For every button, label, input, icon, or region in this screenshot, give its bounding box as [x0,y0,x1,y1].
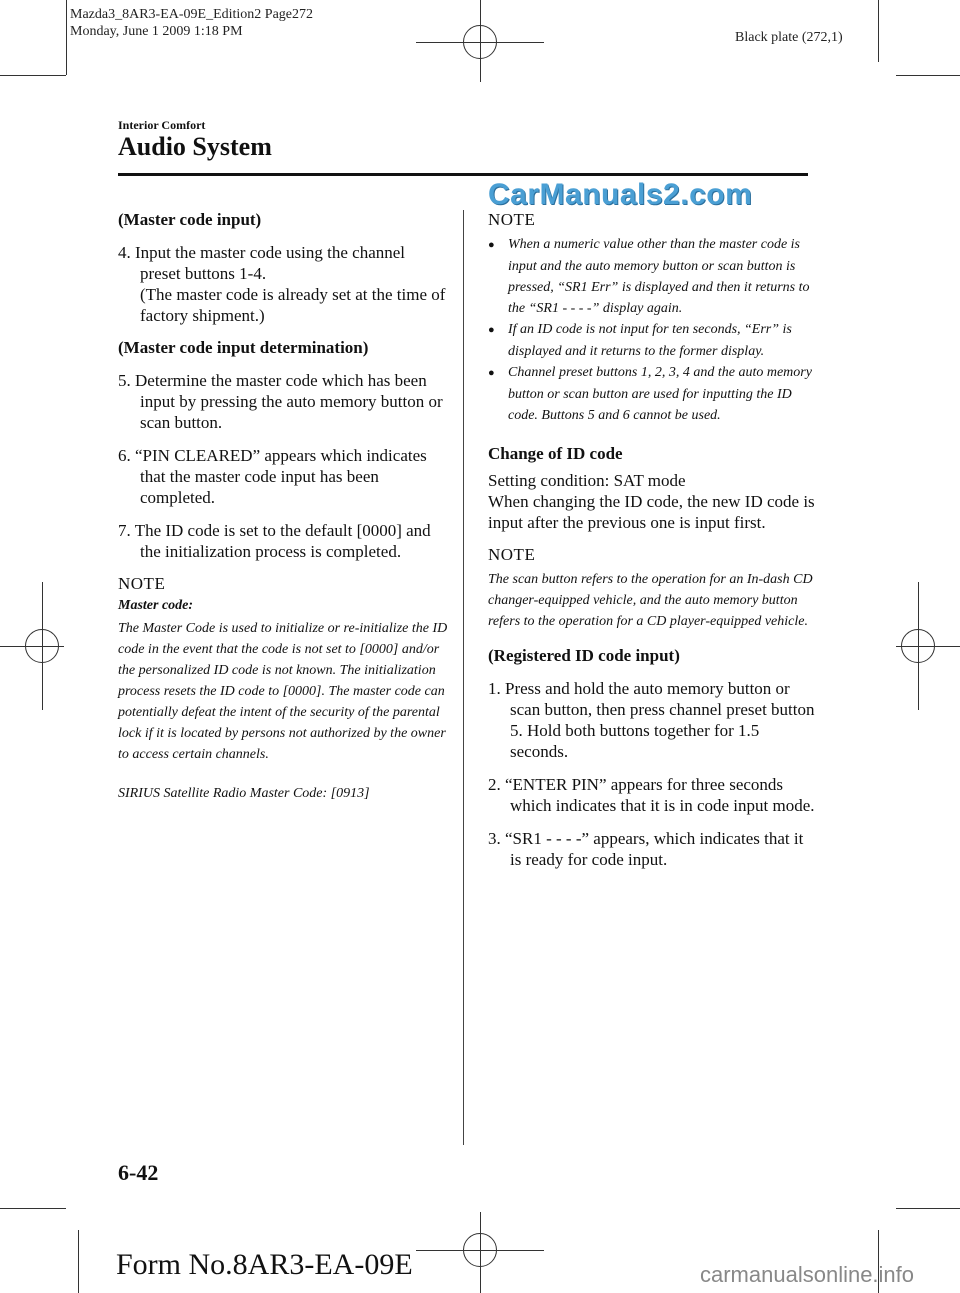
step-6: 6. “PIN CLEARED” appears which indicates that the master code input has been completed. [118,446,427,507]
heading-master-code-determination: (Master code input determination) [118,338,369,357]
note-bullet-text: When a numeric value other than the master code is input and the auto memory button or scan button is pressed, “SR1 Err” is displayed and then it returns to the “SR1 - - - -” display again. [508,237,810,316]
note-label: NOTE [118,574,166,593]
crop-mark [896,1208,960,1209]
setting-condition: Setting condition: SAT mode [488,471,686,490]
note-label: NOTE [488,545,536,564]
note-master-code-text: The Master Code is used to initialize or re-initialize the ID code in the event that the code is not set to [0000] and/or the personalized ID code is not known. The initialization process resets the ID code to [0000]. The master code can potentially defeat the intent of the security of the parental lock if it is located by persons not authorized by the owner to access certain channels. [118,621,448,762]
step-4 [118,242,448,284]
note-scan-button-text: The scan button refers to the operation for an In-dash CD changer-equipped vehicle, and the auto memory button refers to the operation for a CD player-equipped vehicle. [488,572,813,629]
crop-mark [0,1208,66,1209]
bullet-icon: ● [488,239,495,251]
step-4-note: (The master code is already set at the time of factory shipment.) [140,285,446,325]
heading-change-id-code: Change of ID code [488,444,623,463]
heading-registered-id-input: (Registered ID code input) [488,646,680,665]
plate-file-line: Mazda3_8AR3-EA-09E_Edition2 Page272 [70,7,314,22]
registration-mark [463,25,497,59]
crop-mark [0,75,66,76]
registration-mark [901,629,935,663]
left-column [118,210,448,804]
watermark-logo: CarManuals2.com [488,178,753,211]
step-2: 2. “ENTER PIN” appears for three seconds which indicates that it is in code input mode. [488,775,815,815]
title-rule [118,173,808,176]
master-code-value: SIRIUS Satellite Radio Master Code: [0913] [118,786,370,801]
crop-mark [78,1230,79,1293]
step-7: 7. The ID code is set to the default [0000] and the initialization process is completed. [118,521,431,561]
plate-date-line: Monday, June 1 2009 1:18 PM [70,24,243,39]
crop-mark [878,0,879,62]
black-plate-label: Black plate (272,1) [735,30,843,45]
step-1: 1. Press and hold the auto memory button or scan button, then press channel preset button 5. Hold both buttons together for 1.5 seconds. [488,679,815,761]
bullet-icon: ● [488,324,495,336]
note-bullet [488,362,818,426]
note-bullet-text: Channel preset buttons 1, 2, 3, 4 and the auto memory button or scan button are used for inputting the ID code. Buttons 5 and 6 cannot be used. [508,365,812,423]
note-master-code-heading: Master code: [118,598,194,613]
page-number: 6-42 [118,1160,159,1185]
heading-master-code-input: (Master code input) [118,210,262,229]
registration-mark [25,629,59,663]
crop-mark [896,75,960,76]
note-bullet [488,319,818,362]
form-number: Form No.8AR3-EA-09E [116,1248,413,1281]
change-id-text: When changing the ID code, the new ID code is input after the previous one is input first. [488,492,815,532]
plate-info [70,6,313,40]
registration-mark [463,1233,497,1267]
note-label: NOTE [488,210,536,229]
note-bullet-text: If an ID code is not input for ten seconds, “Err” is displayed and it returns to the former display. [508,322,792,359]
note-bullet [488,234,818,319]
step-5: 5. Determine the master code which has been input by pressing the auto memory button or scan button. [118,371,443,432]
step-4-text: 4. Input the master code using the channel preset buttons 1-4. [118,243,406,283]
section-label: Interior Comfort [118,118,206,132]
crop-mark [66,0,67,75]
footer-site-watermark: carmanualsonline.info [700,1262,915,1287]
right-column [488,210,818,882]
step-3: 3. “SR1 - - - -” appears, which indicates that it is ready for code input. [488,829,804,869]
page-title: Audio System [118,132,272,161]
bullet-icon: ● [488,367,495,379]
column-divider [463,210,464,1145]
